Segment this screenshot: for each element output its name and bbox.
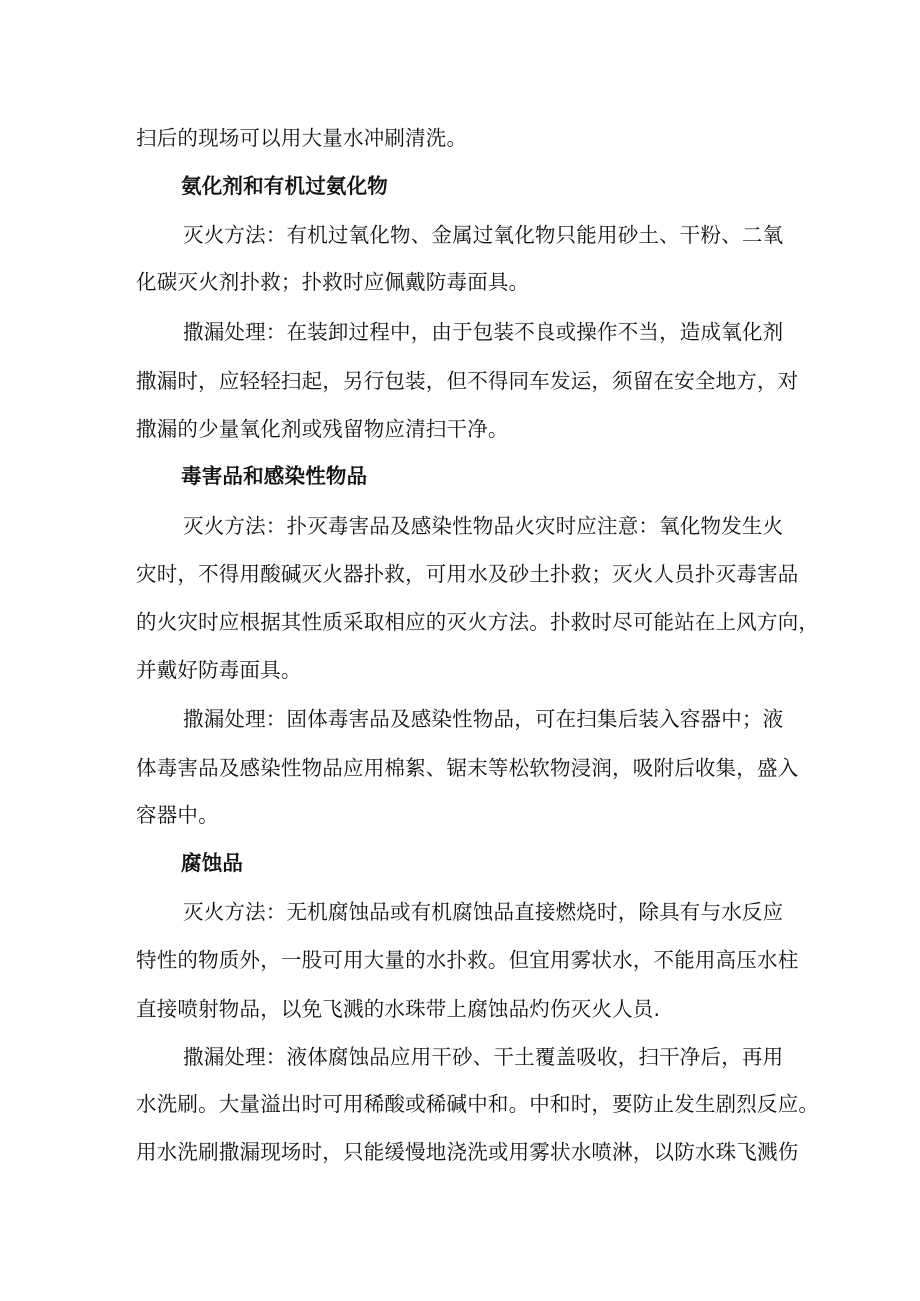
text-line: 撒漏处理：固体毒害品及感染性物品，可在扫集后装入容器中；液 xyxy=(183,707,784,731)
text-line: 特性的物质外，一股可用大量的水扑救。但宜用雾状水，不能用高压水柱 xyxy=(136,948,799,972)
text-line: 扫后的现场可以用大量水冲刷清洗。 xyxy=(136,126,468,150)
text-line: 并戴好防毒面具。 xyxy=(136,658,302,682)
text-line: 撒漏处理：在装卸过程中，由于包装不良或操作不当，造成氧化剂 xyxy=(183,320,784,344)
text-line: 撒漏处理：液体腐蚀品应用干砂、干土覆盖吸收，扫干净后，再用 xyxy=(183,1045,784,1069)
text-line: 灭火方法：无机腐蚀品或有机腐蚀品直接燃烧时，除具有与水反应 xyxy=(183,900,784,924)
text-line: 体毒害品及感染性物品应用棉絮、锯末等松软物浸润，吸附后收集，盛入 xyxy=(136,756,799,780)
text-line: 水洗刷。大量溢出时可用稀酸或稀碱中和。中和时，要防止发生剧烈反应。 xyxy=(136,1092,820,1116)
text-line: 灾时，不得用酸碱灭火器扑救，可用水及砂土扑救；灭火人员扑灭毒害品 xyxy=(136,562,799,586)
text-line: 灭火方法：扑灭毒害品及感染性物品火灾时应注意：氧化物发生火 xyxy=(183,514,784,538)
text-line: 化碳灭火剂扑救；扑救时应佩戴防毒面具。 xyxy=(136,270,530,294)
section-heading-corrosives: 腐蚀品 xyxy=(181,851,244,875)
text-line: 灭火方法：有机过氧化物、金属过氧化物只能用砂土、干粉、二氧 xyxy=(183,223,784,247)
text-line: 用水洗刷撒漏现场时，只能缓慢地浇洗或用雾状水喷淋，以防水珠飞溅伤 xyxy=(136,1140,799,1164)
text-line: 撒漏的少量氧化剂或残留物应清扫干净。 xyxy=(136,417,509,441)
section-heading-oxidizers: 氨化剂和有机过氨化物 xyxy=(181,174,388,198)
section-heading-toxic: 毒害品和感染性物品 xyxy=(181,464,368,488)
text-line: 撒漏时，应轻轻扫起，另行包装，但不得同车发运，须留在安全地方，对 xyxy=(136,369,799,393)
text-line: 容器中。 xyxy=(136,803,219,827)
text-line: 直接喷射物品，以免飞溅的水珠带上腐蚀品灼伤灭火人员. xyxy=(136,997,661,1021)
text-line: 的火灾时应根据其性质采取相应的灭火方法。扑救时尽可能站在上风方向， xyxy=(136,610,820,634)
